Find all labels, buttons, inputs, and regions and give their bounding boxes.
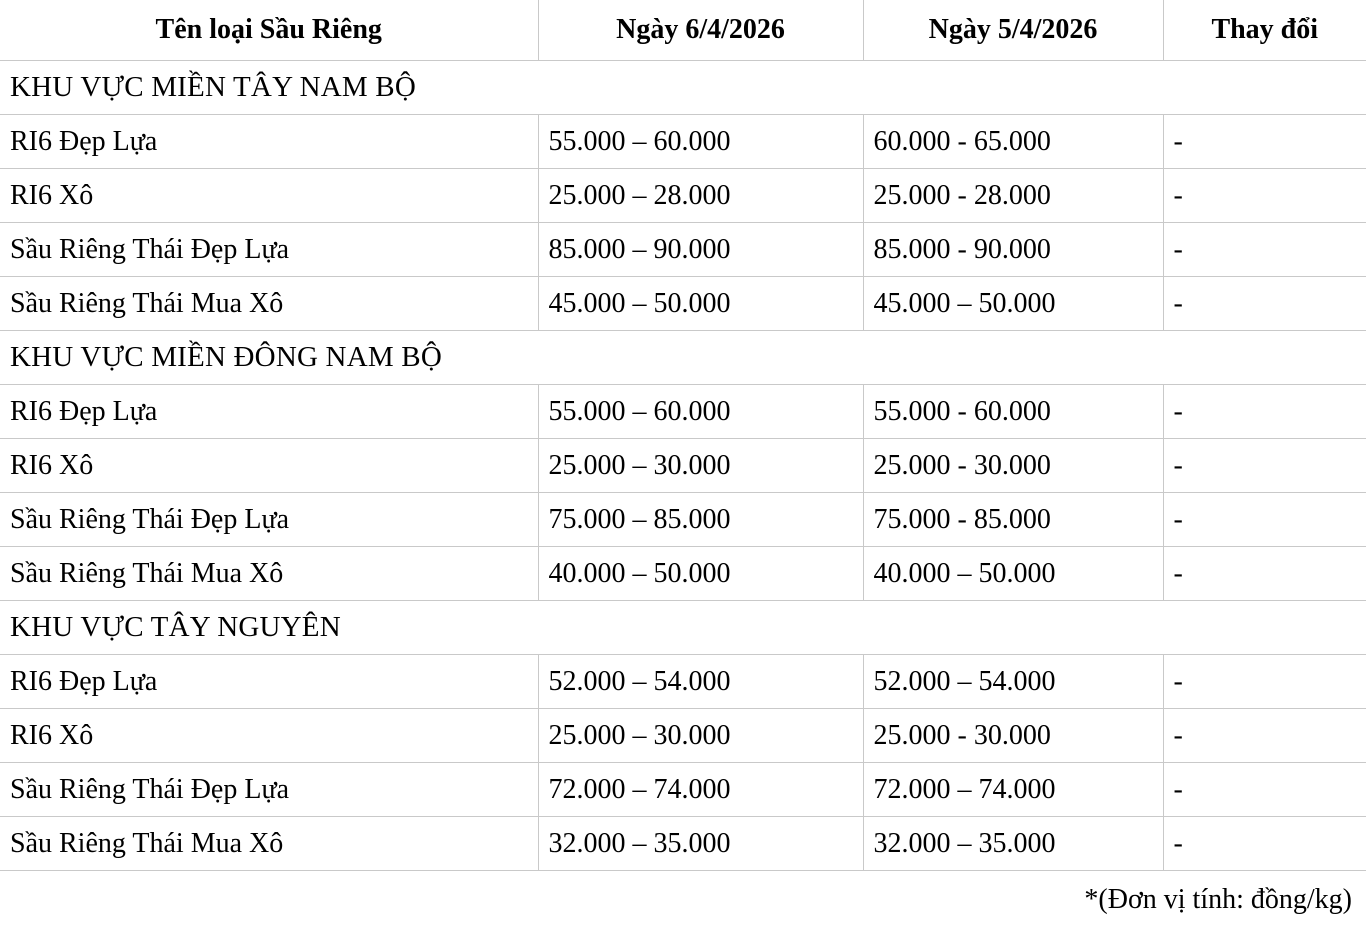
row-name: RI6 Đẹp Lựa bbox=[0, 654, 538, 708]
row-change: - bbox=[1163, 492, 1366, 546]
table-header-row bbox=[0, 0, 1366, 60]
row-price-today: 25.000 – 30.000 bbox=[538, 438, 863, 492]
header-yesterday: Ngày 5/4/2026 bbox=[863, 0, 1163, 60]
row-name: RI6 Đẹp Lựa bbox=[0, 114, 538, 168]
row-price-yesterday: 52.000 – 54.000 bbox=[863, 654, 1163, 708]
table-row bbox=[0, 762, 1366, 816]
table-row bbox=[0, 438, 1366, 492]
row-change: - bbox=[1163, 816, 1366, 870]
row-name: Sầu Riêng Thái Mua Xô bbox=[0, 546, 538, 600]
row-name: RI6 Xô bbox=[0, 438, 538, 492]
row-change: - bbox=[1163, 168, 1366, 222]
row-name: Sầu Riêng Thái Đẹp Lựa bbox=[0, 222, 538, 276]
row-price-today: 75.000 – 85.000 bbox=[538, 492, 863, 546]
row-price-yesterday: 60.000 - 65.000 bbox=[863, 114, 1163, 168]
header-today: Ngày 6/4/2026 bbox=[538, 0, 863, 60]
row-price-yesterday: 25.000 - 30.000 bbox=[863, 708, 1163, 762]
row-change: - bbox=[1163, 708, 1366, 762]
table-row bbox=[0, 708, 1366, 762]
row-price-yesterday: 85.000 - 90.000 bbox=[863, 222, 1163, 276]
row-price-today: 45.000 – 50.000 bbox=[538, 276, 863, 330]
row-price-today: 52.000 – 54.000 bbox=[538, 654, 863, 708]
row-change: - bbox=[1163, 276, 1366, 330]
unit-footnote: *(Đơn vị tính: đồng/kg) bbox=[0, 870, 1366, 928]
row-name: Sầu Riêng Thái Mua Xô bbox=[0, 276, 538, 330]
row-price-today: 40.000 – 50.000 bbox=[538, 546, 863, 600]
header-change: Thay đổi bbox=[1163, 0, 1366, 60]
row-name: RI6 Xô bbox=[0, 708, 538, 762]
footnote-row bbox=[0, 870, 1366, 928]
row-change: - bbox=[1163, 654, 1366, 708]
table-row bbox=[0, 654, 1366, 708]
row-name: Sầu Riêng Thái Mua Xô bbox=[0, 816, 538, 870]
row-price-yesterday: 55.000 - 60.000 bbox=[863, 384, 1163, 438]
row-price-today: 55.000 – 60.000 bbox=[538, 384, 863, 438]
row-price-yesterday: 72.000 – 74.000 bbox=[863, 762, 1163, 816]
row-price-today: 85.000 – 90.000 bbox=[538, 222, 863, 276]
row-price-yesterday: 45.000 – 50.000 bbox=[863, 276, 1163, 330]
row-change: - bbox=[1163, 762, 1366, 816]
row-change: - bbox=[1163, 222, 1366, 276]
table-row bbox=[0, 114, 1366, 168]
region-title: KHU VỰC MIỀN TÂY NAM BỘ bbox=[0, 60, 1366, 114]
row-price-today: 55.000 – 60.000 bbox=[538, 114, 863, 168]
table-row bbox=[0, 168, 1366, 222]
region-row bbox=[0, 330, 1366, 384]
header-name: Tên loại Sầu Riêng bbox=[0, 0, 538, 60]
row-name: RI6 Xô bbox=[0, 168, 538, 222]
table-row bbox=[0, 222, 1366, 276]
region-title: KHU VỰC MIỀN ĐÔNG NAM BỘ bbox=[0, 330, 1366, 384]
row-name: Sầu Riêng Thái Đẹp Lựa bbox=[0, 762, 538, 816]
row-name: Sầu Riêng Thái Đẹp Lựa bbox=[0, 492, 538, 546]
region-row bbox=[0, 600, 1366, 654]
row-price-today: 25.000 – 30.000 bbox=[538, 708, 863, 762]
table-row bbox=[0, 384, 1366, 438]
row-price-yesterday: 75.000 - 85.000 bbox=[863, 492, 1163, 546]
table-row bbox=[0, 816, 1366, 870]
table-row bbox=[0, 276, 1366, 330]
row-price-yesterday: 25.000 - 30.000 bbox=[863, 438, 1163, 492]
row-price-today: 25.000 – 28.000 bbox=[538, 168, 863, 222]
row-price-today: 32.000 – 35.000 bbox=[538, 816, 863, 870]
row-change: - bbox=[1163, 546, 1366, 600]
row-price-today: 72.000 – 74.000 bbox=[538, 762, 863, 816]
region-title: KHU VỰC TÂY NGUYÊN bbox=[0, 600, 1366, 654]
row-price-yesterday: 25.000 - 28.000 bbox=[863, 168, 1163, 222]
row-price-yesterday: 32.000 – 35.000 bbox=[863, 816, 1163, 870]
region-row bbox=[0, 60, 1366, 114]
row-change: - bbox=[1163, 384, 1366, 438]
row-price-yesterday: 40.000 – 50.000 bbox=[863, 546, 1163, 600]
row-change: - bbox=[1163, 438, 1366, 492]
row-name: RI6 Đẹp Lựa bbox=[0, 384, 538, 438]
row-change: - bbox=[1163, 114, 1366, 168]
table-row bbox=[0, 492, 1366, 546]
table-row bbox=[0, 546, 1366, 600]
